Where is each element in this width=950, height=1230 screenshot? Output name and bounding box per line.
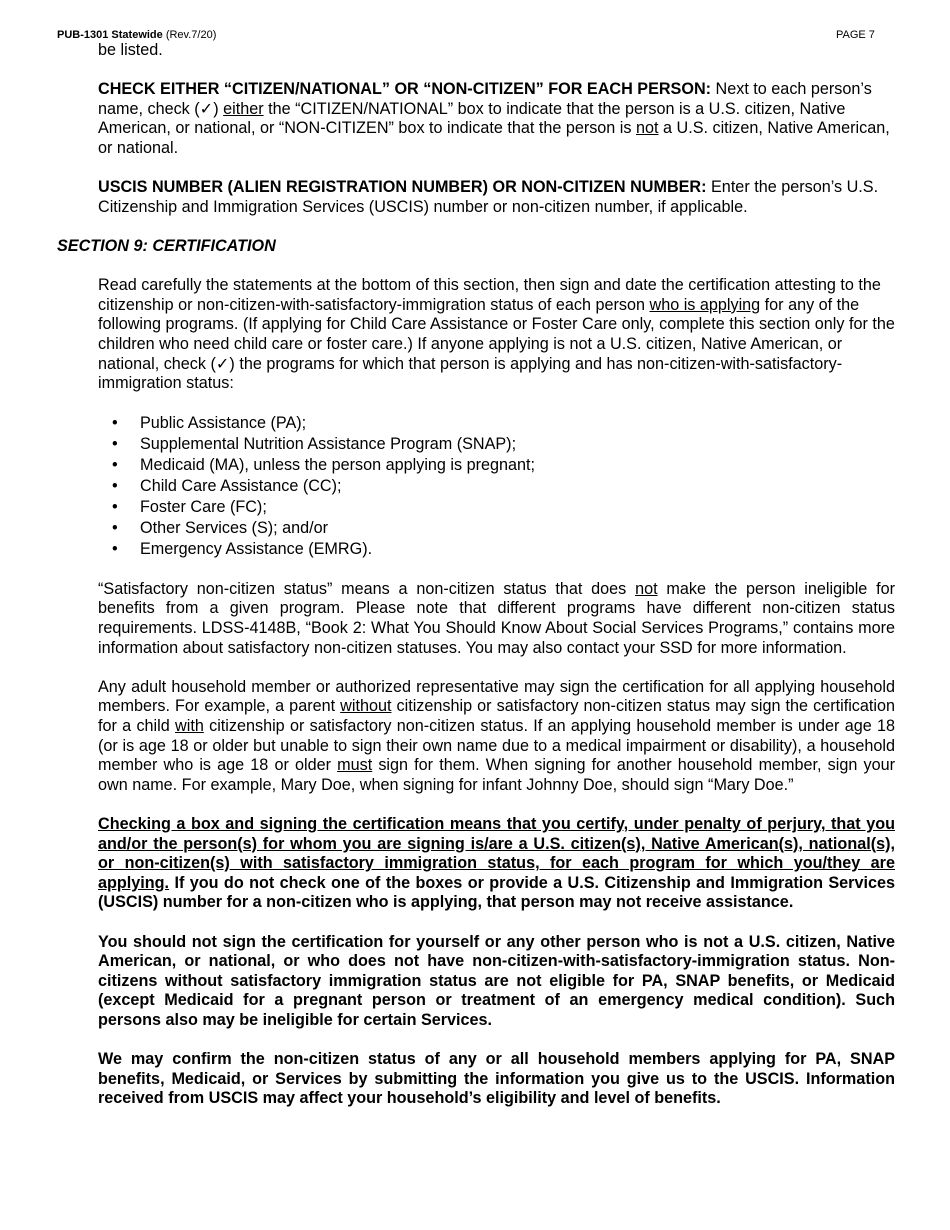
bullet-icon: • bbox=[112, 435, 118, 454]
program-label: Other Services (S); and/or bbox=[140, 519, 329, 538]
who-may-sign-paragraph bbox=[98, 678, 895, 796]
paragraph-text: Any adult household member or authorized representative may sign the certification for all applying household members. For example, a parent bbox=[98, 677, 895, 716]
do-not-sign-paragraph: You should not sign the certification for yourself or any other person who is not a U.S. citizen, Native American, or national, or who does not have non-citizen-with-satisfactory-immigration status. Non-citizens without satisfactory immigration status are not eligible for PA, SNAP benefits, or Medicaid (except Medicaid for a pregnant person or treatment of an emergency medical condition). Such persons also may be ineligible for certain Services. bbox=[98, 932, 895, 1029]
uscis-heading: USCIS NUMBER (ALIEN REGISTRATION NUMBER) OR NON-CITIZEN NUMBER: bbox=[98, 178, 707, 197]
program-label: Public Assistance (PA); bbox=[140, 414, 307, 433]
citizen-check-text: the “CITIZEN/NATIONAL” box to indicate that the person is a U.S. citizen, Native American, or national, or “NON-CITIZEN” box to indicate that the person is bbox=[98, 99, 846, 138]
uscis-text: Enter the person’s U.S. Citizenship and Immigration Services (USCIS) number or non-citizen number, if applicable. bbox=[98, 178, 879, 216]
program-item-snap bbox=[98, 434, 895, 455]
satisfactory-status-paragraph bbox=[98, 580, 895, 658]
certification-intro-emphasis: who is applying bbox=[649, 295, 761, 314]
paragraph-emphasis: with bbox=[175, 717, 204, 736]
citizen-check-instruction bbox=[98, 80, 895, 158]
form-id-header bbox=[57, 29, 216, 41]
paragraph-emphasis: must bbox=[337, 756, 373, 775]
citizen-check-emphasis: not bbox=[636, 119, 659, 138]
program-list bbox=[98, 413, 895, 560]
carryover-text: be listed. bbox=[98, 41, 163, 59]
certification-intro bbox=[98, 276, 895, 394]
bullet-icon: • bbox=[112, 540, 118, 559]
program-label: Foster Care (FC); bbox=[140, 498, 267, 517]
certification-intro-text: for any of the following programs. (If applying for Child Care Assistance or Foster Care only, complete this section only for the children who need child care or foster care.) If anyone applying is not a U.S. citizen, Native American, or national, check (✓) the programs for which that person is applying and has non-citizen-with-satisfactory-immigration status: bbox=[98, 295, 895, 393]
bullet-icon: • bbox=[112, 519, 118, 538]
program-label: Medicaid (MA), unless the person applying is pregnant; bbox=[140, 456, 536, 475]
citizen-check-heading: CHECK EITHER “CITIZEN/NATIONAL” OR “NON-CITIZEN” FOR EACH PERSON: bbox=[98, 80, 712, 99]
paragraph-emphasis: without bbox=[340, 697, 392, 716]
paragraph-text: citizenship or satisfactory non-citizen status may sign the certification for a child bbox=[98, 697, 895, 736]
uscis-verification-paragraph: We may confirm the non-citizen status of any or all household members applying for PA, SNAP benefits, Medicaid, or Services by submitting the information you give us to the USCIS. Information received from USCIS may affect your household’s eligibility and level of benefits. bbox=[98, 1050, 895, 1108]
perjury-warning-paragraph bbox=[98, 815, 895, 913]
form-id: PUB-1301 Statewide bbox=[57, 29, 163, 41]
paragraph-text: make the person ineligible for benefits from a given program. Please note that different programs have different non-citizen status requirements. LDSS-4148B, “Book 2: What You Should Know About Social Services Programs,” contains more information about satisfactory non-citizen statuses. You may also contact your SSD for more information. bbox=[98, 579, 895, 657]
program-item-other-services bbox=[98, 518, 895, 539]
perjury-warning-text: If you do not check one of the boxes or provide a U.S. Citizenship and Immigration Services (USCIS) number for a non-citizen who is applying, that person may not receive assistance. bbox=[98, 873, 895, 912]
page-number: PAGE 7 bbox=[836, 29, 875, 41]
document-body bbox=[57, 41, 895, 1129]
program-label: Child Care Assistance (CC); bbox=[140, 477, 342, 496]
program-item-emergency-assistance bbox=[98, 539, 895, 560]
program-item-child-care bbox=[98, 476, 895, 497]
uscis-number-instruction bbox=[98, 178, 895, 217]
section-9-title: SECTION 9: CERTIFICATION bbox=[57, 236, 276, 255]
citizen-check-text: Next to each person’s name, check (✓) bbox=[98, 80, 872, 118]
program-label: Supplemental Nutrition Assistance Program (SNAP); bbox=[140, 435, 517, 454]
paragraph-text: citizenship or satisfactory non-citizen status. If an applying household member is under age 18 (or is age 18 or older but unable to sign their own name due to a medical impairment or disability), a household member who is age 18 or older bbox=[98, 717, 895, 775]
program-item-pa bbox=[98, 413, 895, 434]
citizen-check-text: a U.S. citizen, Native American, or national. bbox=[98, 119, 890, 157]
bullet-icon: • bbox=[112, 456, 118, 475]
bullet-icon: • bbox=[112, 414, 118, 433]
perjury-warning-underlined: Checking a box and signing the certification means that you certify, under penalty of perjury, that you and/or the person(s) for whom you are signing is/are a U.S. citizen(s), Native American(s), national(s), or non-citizen(s) with satisfactory immigration status, for each program for which you/they are applying. bbox=[98, 815, 895, 892]
form-revision: (Rev.7/20) bbox=[165, 29, 217, 41]
certification-intro-text: Read carefully the statements at the bottom of this section, then sign and date the certification attesting to the citizenship or non-citizen-with-satisfactory-immigration status of each person bbox=[98, 276, 881, 314]
program-item-medicaid bbox=[98, 455, 895, 476]
citizen-check-emphasis: either bbox=[223, 99, 264, 118]
bullet-icon: • bbox=[112, 477, 118, 496]
paragraph-emphasis: not bbox=[635, 579, 658, 598]
paragraph-text: “Satisfactory non-citizen status” means a non-citizen status that does bbox=[98, 579, 636, 598]
bullet-icon: • bbox=[112, 498, 118, 517]
program-item-foster-care bbox=[98, 497, 895, 518]
paragraph-text: sign for them. When signing for another household member, sign your own name. For example, Mary Doe, when signing for infant Johnny Doe, should sign “Mary Doe.” bbox=[98, 756, 895, 794]
program-label: Emergency Assistance (EMRG). bbox=[140, 540, 373, 559]
